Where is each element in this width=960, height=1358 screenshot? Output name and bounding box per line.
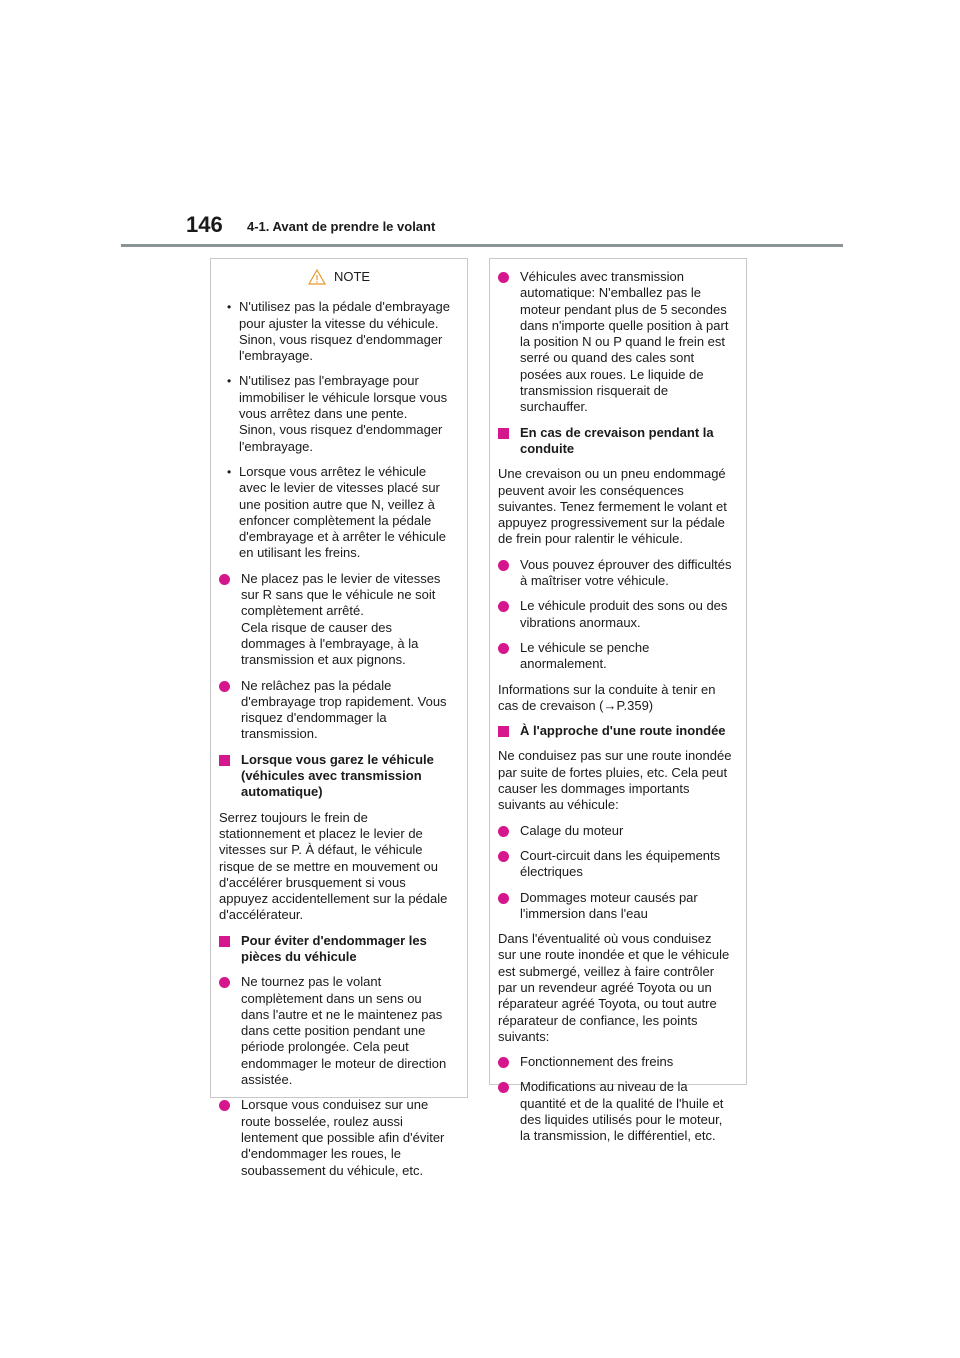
list-item: Modifications au niveau de la quantité et de la qualité de l'huile et des liquides utilisés pour le moteur, la transmission, le différentiel, etc. <box>498 1079 732 1144</box>
section-title: 4-1. Avant de prendre le volant <box>247 219 436 234</box>
arrow-icon: → <box>603 697 617 713</box>
right-column <box>489 258 747 1144</box>
list-item: Vous pouvez éprouver des difficultés à maîtriser votre véhicule. <box>498 557 732 590</box>
list-item: Dommages moteur causés par l'immersion dans l'eau <box>498 890 732 923</box>
paragraph: Ne conduisez pas sur une route inondée par suite de fortes pluies, etc. Cela peut causer les dommages importants suivants au véhicule: <box>498 748 732 813</box>
paragraph: Dans l'éventualité où vous conduisez sur une route inondée et que le véhicule est submergé, veillez à faire contrôler par un revendeur agréé Toyota ou un réparateur agréé Toyota, ou tout autre réparateur de confiance, les points suivants: <box>498 931 730 1044</box>
circle-bullet-icon <box>498 893 509 904</box>
circle-bullet-icon <box>219 574 230 585</box>
left-column <box>210 258 468 1178</box>
list-item: Lorsque vous conduisez sur une route bosselée, roulez aussi lentement que possible afin d'éviter d'endommager les roues, le soubassement du véhicule, etc. <box>219 1097 453 1178</box>
list-item: Calage du moteur <box>498 823 732 839</box>
circle-bullet-icon <box>498 1057 509 1068</box>
circle-bullet-icon <box>498 272 509 283</box>
list-item: Le véhicule produit des sons ou des vibrations anormaux. <box>498 598 732 631</box>
section-heading: Pour éviter d'endommager les pièces du véhicule <box>219 933 453 966</box>
square-bullet-icon <box>498 428 509 439</box>
note-header <box>215 269 453 285</box>
list-item: Court-circuit dans les équipements électriques <box>498 848 732 881</box>
section-heading: À l'approche d'une route inondée <box>498 723 732 739</box>
square-bullet-icon <box>219 936 230 947</box>
list-item: Le véhicule se penche anormalement. <box>498 640 732 673</box>
note-label: NOTE <box>333 269 371 284</box>
list-item: • N'utilisez pas la pédale d'embrayage pour ajuster la vitesse du véhicule. Sinon, vous risquez d'endommager l'embrayage. <box>227 299 450 364</box>
header-rule <box>121 244 843 247</box>
page-reference-link[interactable]: P.359) <box>616 697 654 713</box>
section-heading: En cas de crevaison pendant la conduite <box>498 425 732 458</box>
list-item: • Lorsque vous arrêtez le véhicule avec le levier de vitesses placé sur une position autre que N, veillez à enfoncer complètement la pédale d'embrayage et à arrêter le véhicule en utilisant les freins. <box>227 463 446 561</box>
section-heading: Lorsque vous garez le véhicule (véhicules avec transmission automatique) <box>219 752 453 801</box>
circle-bullet-icon <box>498 1082 509 1093</box>
paragraph: Serrez toujours le frein de stationnement et placez le levier de vitesses sur P. À défaut, le véhicule risque de se mettre en mouvement ou d'accélérer brusquement si vous appuyez accidentellement sur la pédale d'accélérateur. <box>219 809 448 923</box>
list-item: Ne tournez pas le volant complètement dans un sens ou dans l'autre et ne le maintenez pas dans cette position pendant une période prolongée. Cela peut endommager le moteur de direction assistée. <box>219 974 453 1088</box>
paragraph: Informations sur la conduite à tenir en cas de crevaison (→P.359) <box>498 681 716 713</box>
list-item: Ne relâchez pas la pédale d'embrayage trop rapidement. Vous risquez d'endommager la transmission. <box>219 678 453 743</box>
list-item: • N'utilisez pas l'embrayage pour immobiliser le véhicule lorsque vous vous arrêtez dans une pente. Sinon, vous risquez d'endommager l'embrayage. <box>227 373 448 454</box>
circle-bullet-icon <box>219 1100 230 1111</box>
circle-bullet-icon <box>498 560 509 571</box>
list-item: Ne placez pas le levier de vitesses sur R sans que le véhicule ne soit complètement arrêté. Cela risque de causer des dommages à l'embrayage, à la transmission et aux pignons. <box>219 571 453 669</box>
circle-bullet-icon <box>498 851 509 862</box>
paragraph: Une crevaison ou un pneu endommagé peuvent avoir les conséquences suivantes. Tenez fermement le volant et appuyez progressivement sur la pédale de frein pour ralentir le véhicule. <box>498 466 727 547</box>
list-item: Fonctionnement des freins <box>498 1054 732 1070</box>
warning-icon <box>308 269 326 285</box>
circle-bullet-icon <box>498 643 509 654</box>
page-number: 146 <box>186 212 223 237</box>
square-bullet-icon <box>498 726 509 737</box>
square-bullet-icon <box>219 755 230 766</box>
circle-bullet-icon <box>219 681 230 692</box>
circle-bullet-icon <box>498 826 509 837</box>
circle-bullet-icon <box>219 977 230 988</box>
circle-bullet-icon <box>498 601 509 612</box>
list-item: Véhicules avec transmission automatique: N'emballez pas le moteur pendant plus de 5 secondes dans n'importe quelle position à part la position N ou P quand le frein est serré ou quand des cales sont posées aux roues. Le liquide de transmission risquerait de surchauffer. <box>498 269 732 416</box>
